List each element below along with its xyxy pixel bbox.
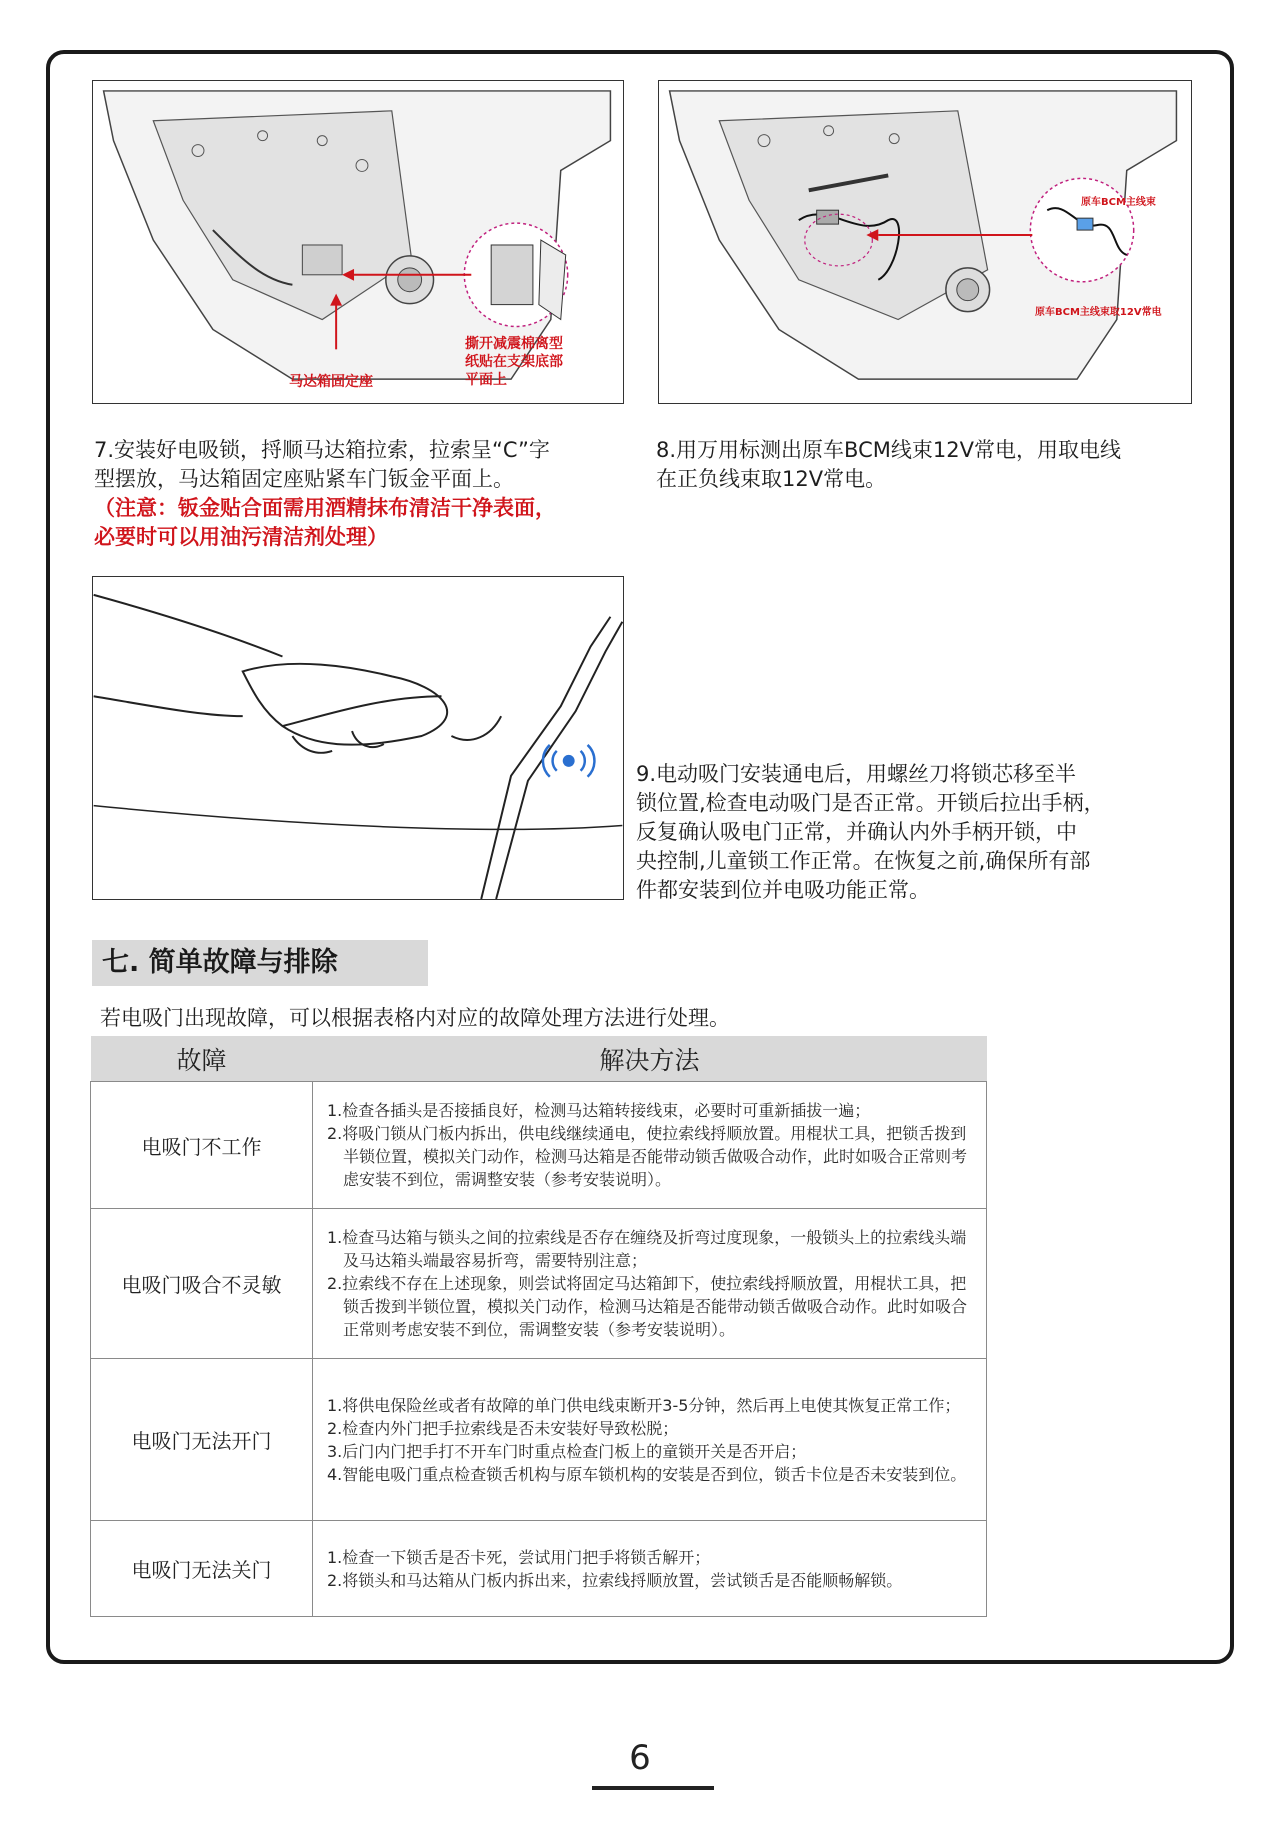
solution-line: 2.将锁头和马达箱从门板内拆出来，拉索线捋顺放置，尝试锁舌是否能顺畅解锁。 bbox=[327, 1570, 903, 1590]
figure-step9-door-handle bbox=[92, 576, 624, 900]
troubleshooting-table bbox=[90, 1036, 987, 1617]
callout-bcm-12v: 原车BCM主线束取12V常电 bbox=[1035, 307, 1162, 318]
fault-cell: 电吸门吸合不灵敏 bbox=[91, 1209, 313, 1359]
solution-line: 2.检查内外门把手拉索线是否未安装好导致松脱； bbox=[327, 1418, 679, 1438]
step-7-text bbox=[94, 436, 634, 552]
step-9-line-3: 反复确认吸电门正常，并确认内外手柄开锁，中 bbox=[636, 820, 1077, 844]
solution-line: 3.后门内门把手打不开车门时重点检查门板上的童锁开关是否开启； bbox=[327, 1441, 807, 1461]
step-8-line-1: 8.用万用标测出原车BCM线束12V常电，用取电线 bbox=[656, 438, 1121, 462]
figure-step8-bcm-harness bbox=[658, 80, 1192, 404]
solution-line: 1.检查一下锁舌是否卡死，尝试用门把手将锁舌解开； bbox=[327, 1547, 711, 1567]
step-8-line-2: 在正负线束取12V常电。 bbox=[656, 467, 887, 491]
step-9-line-1: 9.电动吸门安装通电后，用螺丝刀将锁芯移至半 bbox=[636, 762, 1077, 786]
solution-line: 1.检查各插头是否接插良好，检测马达箱转接线束，必要时可重新插拔一遍； bbox=[327, 1101, 871, 1120]
step-8-text bbox=[656, 436, 1196, 494]
fault-cell: 电吸门无法开门 bbox=[91, 1359, 313, 1521]
step-7-line-1: 7.安装好电吸锁，捋顺马达箱拉索，拉索呈“C”字 bbox=[94, 438, 550, 462]
callout-peel-line-3: 平面上 bbox=[465, 372, 507, 388]
solution-cell bbox=[313, 1359, 987, 1521]
bcm-harness-illustration bbox=[659, 81, 1191, 403]
door-handle-hand-illustration bbox=[93, 577, 623, 899]
solution-cell bbox=[313, 1209, 987, 1359]
solution-line: 2.拉索线不存在上述现象，则尝试将固定马达箱卸下，使拉索线捋顺放置，用棍状工具，把锁舌拨到半锁位置，模拟关门动作，检测马达箱是否能带动锁舌做吸合动作。此时如吸合正常则考虑安装不到位，需调整安装（参考安装说明）。 bbox=[327, 1274, 968, 1339]
step-7-line-2: 型摆放，马达箱固定座贴紧车门钣金平面上。 bbox=[94, 467, 514, 491]
page-number: 6 bbox=[629, 1738, 651, 1778]
callout-peel-line-1: 撕开减震棉离型 bbox=[465, 336, 563, 352]
callout-bcm-harness: 原车BCM主线束 bbox=[1081, 197, 1156, 208]
fault-cell: 电吸门不工作 bbox=[91, 1082, 313, 1209]
solution-line: 4.智能电吸门重点检查锁舌机构与原车锁机构的安装是否到位，锁舌卡位是否未安装到位。 bbox=[327, 1464, 967, 1484]
table-row bbox=[91, 1209, 987, 1359]
table-header-row bbox=[91, 1036, 987, 1082]
solution-line: 1.检查马达箱与锁头之间的拉索线是否存在缠绕及折弯过度现象，一般锁头上的拉索线头端及马达箱头端最容易折弯，需要特别注意； bbox=[327, 1228, 967, 1270]
table-row bbox=[91, 1359, 987, 1521]
solution-line: 2.将吸门锁从门板内拆出，供电线继续通电，使拉索线捋顺放置。用棍状工具，把锁舌拨到半锁位置，模拟关门动作，检测马达箱是否能带动锁舌做吸合动作，此时如吸合正常则考虑安装不到位，需调整安装（参考安装说明）。 bbox=[327, 1124, 968, 1189]
step-9-text bbox=[636, 760, 1196, 905]
solution-cell bbox=[313, 1082, 987, 1209]
step-9-line-2: 锁位置,检查电动吸门是否正常。开锁后拉出手柄， bbox=[636, 791, 1105, 815]
callout-motor-mount: 马达箱固定座 bbox=[289, 374, 373, 390]
solution-cell bbox=[313, 1521, 987, 1617]
figure-step7-door-panel bbox=[92, 80, 624, 404]
step-9-line-5: 件都安装到位并电吸功能正常。 bbox=[636, 878, 930, 902]
section-title: 七. 简单故障与排除 bbox=[92, 940, 428, 986]
step-7-note-line-2: 必要时可以用油污清洁剂处理） bbox=[94, 525, 388, 549]
table-row bbox=[91, 1082, 987, 1209]
header-solution: 解决方法 bbox=[313, 1036, 987, 1082]
table-row bbox=[91, 1521, 987, 1617]
callout-peel-line-2: 纸贴在支架底部 bbox=[465, 354, 563, 370]
fault-cell: 电吸门无法关门 bbox=[91, 1521, 313, 1617]
step-9-line-4: 央控制,儿童锁工作正常。在恢复之前,确保所有部 bbox=[636, 849, 1091, 873]
step-7-note-line-1: （注意：钣金贴合面需用酒精抹布清洁干净表面， bbox=[94, 496, 556, 520]
header-fault: 故障 bbox=[91, 1036, 313, 1082]
page-number-rule bbox=[592, 1786, 714, 1790]
solution-line: 1.将供电保险丝或者有故障的单门供电线束断开3-5分钟，然后再上电使其恢复正常工作； bbox=[327, 1395, 961, 1415]
section-intro: 若电吸门出现故障，可以根据表格内对应的故障处理方法进行处理。 bbox=[100, 1006, 730, 1030]
signal-icon bbox=[543, 745, 594, 777]
